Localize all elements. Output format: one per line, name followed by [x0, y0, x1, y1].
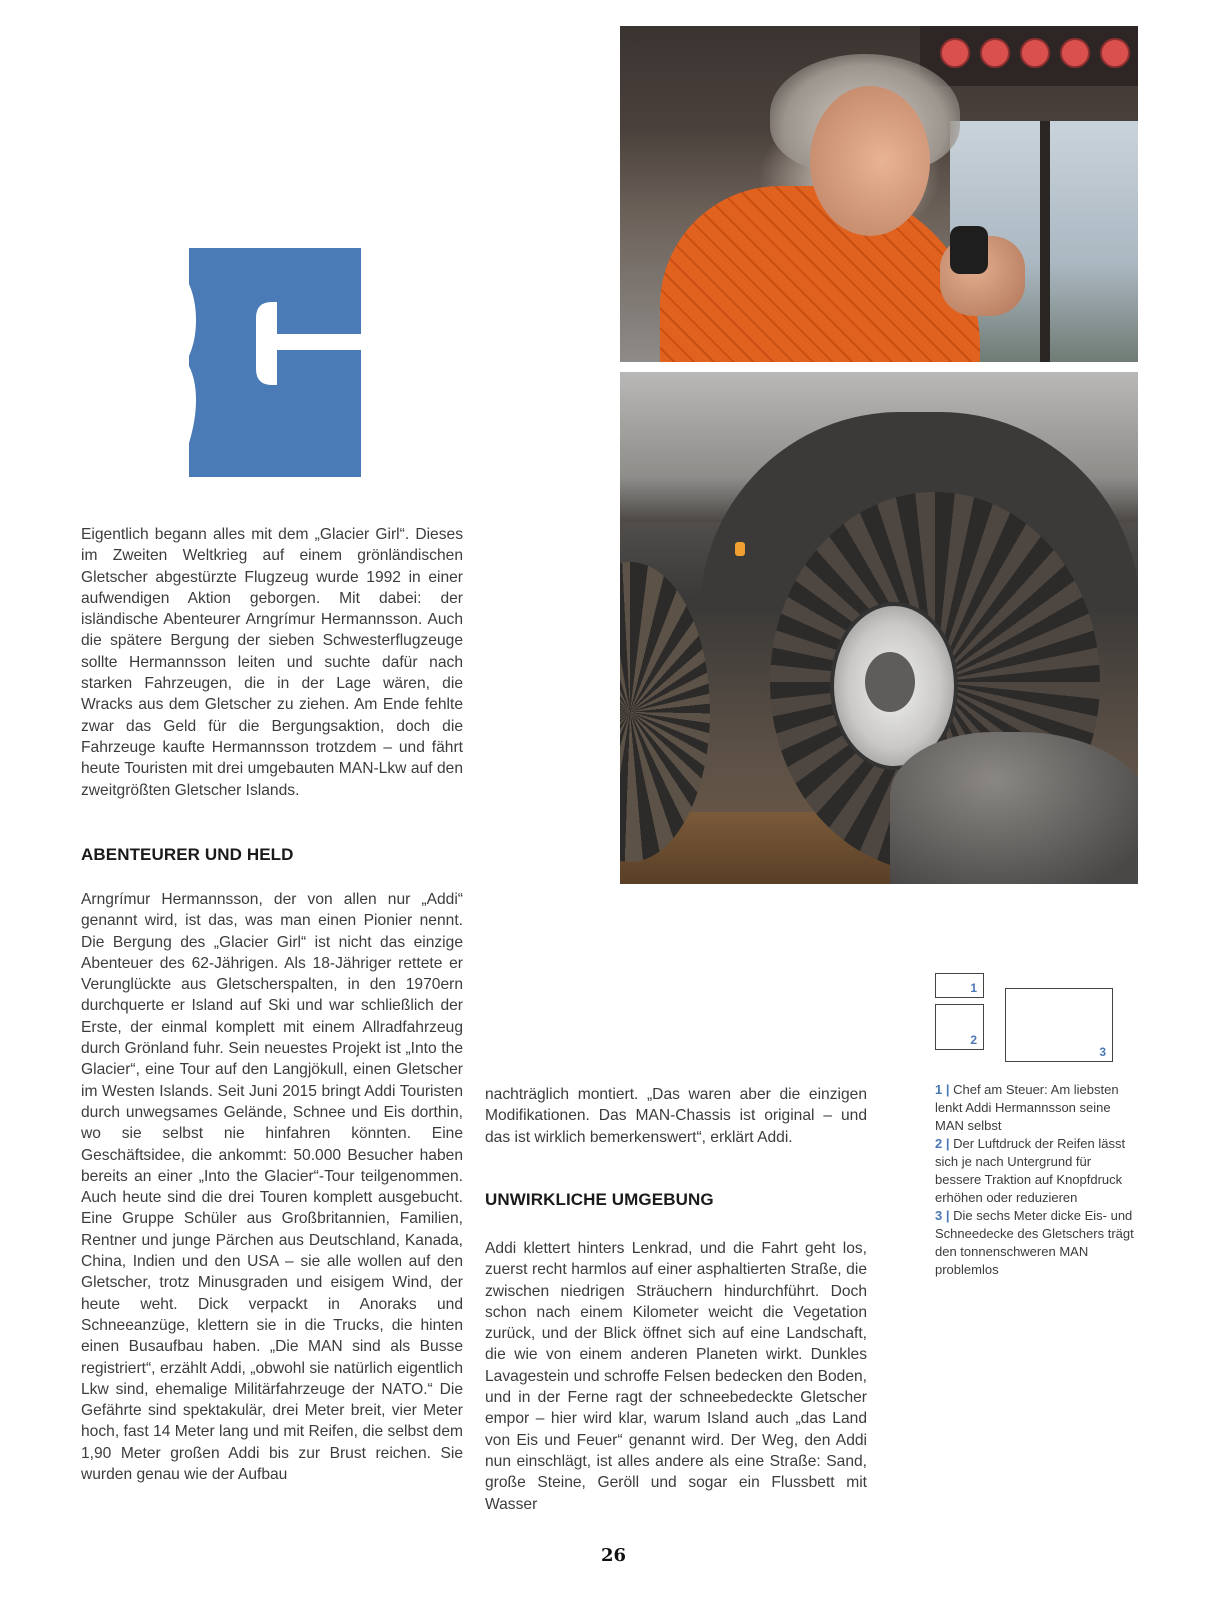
legend-box-1	[935, 973, 984, 998]
legend-number: 2	[970, 1033, 977, 1047]
intro-text: Eigentlich begann alles mit dem „Glacier Girl“. Dieses im Zweiten Weltkrieg auf einem grönländischen Gletscher abgestürzte Flugzeug wurde 1992 in einer aufwendigen Aktion geborgen. Mit dabei: der isländische Abenteurer Arngrímur Hermannsson. Auch die spätere Bergung der sieben Schwesterflugzeuge sollte Hermannsson leiten und suchte dafür nach starken Fahrzeugen, die in der Lage wären, die Wracks aus dem Gletscher zu ziehen. Am Ende fehlte zwar das Geld für die Bergungsaktion, doch die Fahrzeuge kaufte Hermannsson trotzdem – und fährt heute Touristen mit drei umgebauten MAN-Lkw auf den zweitgrößten Gletscher Islands.	[81, 526, 463, 799]
caption-text: Der Luftdruck der Reifen lässt sich je nach Untergrund für bessere Traktion auf Knopfdruck erhöhen oder reduzieren	[935, 1136, 1126, 1205]
section1-column	[81, 889, 463, 1485]
photo-captions	[935, 1081, 1140, 1279]
caption-text: Chef am Steuer: Am liebsten lenkt Addi Hermannsson seine MAN selbst	[935, 1082, 1119, 1133]
caption-3	[935, 1207, 1140, 1279]
caption-2	[935, 1135, 1140, 1207]
intro-paragraph	[81, 524, 463, 801]
heading-abenteurer-und-held: ABENTEURER UND HELD	[81, 845, 294, 864]
legend-box-3	[1005, 988, 1113, 1062]
section1-text: Arngrímur Hermannsson, der von allen nur „Addi“ genannt wird, ist das, was man einen Pionier nennt. Die Bergung des „Glacier Girl“ ist nicht das einzige Abenteuer des 62-Jährigen. Als 18-Jähriger rettete er Verunglückte aus Gletscherspalten, in den 1970ern durchquerte er Island auf Ski und war schließlich der Erste, der einmal komplett mit einem Allradfahrzeug durch Grönland fuhr. Sein neuestes Projekt ist „Into the Glacier“, eine Tour auf den Langjökull, einen Gletscher im Westen Islands. Seit Juni 2015 bringt Addi Touristen durch unwegsames Gelände, Schnee und Eis dorthin, wo sie selbst nie hinfahren könnten. Eine Geschäftsidee, die ankommt: 50.000 Besucher haben bereits an einer „Into the Glacier“-Tour teilgenommen. Auch heute sind die drei Touren komplett ausgebucht. Eine Gruppe Schüler aus Großbritannien, Familien, Rentner und junge Pärchen aus Deutschland, Kanada, China, Indien und den USA – sie alle wollen auf den Gletscher, trotz Minusgraden und eisigem Wind, der heute weht. Dick verpackt in Anoraks und Schneeanzüge, klettern sie in die Trucks, die hinten einen Busaufbau haben. „Die MAN sind als Busse registriert“, erzählt Addi, „obwohl sie natürlich eigentlich Lkw sind, ehemalige Militärfahrzeuge der NATO.“ Die Gefährte sind spektakulär, drei Meter breit, vier Meter hoch, fast 14 Meter lang und mit Reifen, die selbst dem 1,90 Meter großen Addi bis zur Brust reichen. Sie wurden genau wie der Aufbau	[81, 891, 463, 1484]
dropcap-letter	[0, 0, 1227, 500]
marker-light	[735, 542, 745, 556]
caption-number: 2 |	[935, 1136, 950, 1151]
caption-number: 3 |	[935, 1208, 950, 1223]
caption-text: Die sechs Meter dicke Eis- und Schneedecke des Gletschers trägt den tonnenschweren MAN problemlos	[935, 1208, 1134, 1277]
wheel-hub	[865, 652, 915, 712]
caption-1	[935, 1081, 1140, 1135]
caption-number: 1 |	[935, 1082, 950, 1097]
legend-number: 1	[970, 981, 977, 995]
dropcap-shape	[189, 248, 361, 477]
section2-column	[485, 1238, 867, 1515]
section1-continued-text: nachträglich montiert. „Das waren aber die einzigen Modifikationen. Das MAN-Chassis ist original – und das ist wirklich bemerkenswert“, erklärt Addi.	[485, 1086, 867, 1146]
heading-unwirkliche-umgebung: UNWIRKLICHE UMGEBUNG	[485, 1190, 714, 1209]
page-number: 26	[600, 1545, 627, 1566]
section2-text: Addi klettert hinters Lenkrad, und die Fahrt geht los, zuerst recht harmlos auf einer asphaltierten Straße, die zwischen niedrigen Sträuchern hindurchführt. Doch schon nach einem Kilometer weicht die Vegetation zurück, und der Blick öffnet sich auf eine Landschaft, die wie von einem anderen Planeten wirkt. Dunkles Lavagestein und schroffe Felsen bedecken den Boden, und in der Ferne ragt der schneebedeckte Gletscher empor – hier wird klar, warum Island auch „das Land von Eis und Feuer“ genannt wird. Der Weg, den Addi nun einschlägt, ist alles andere als eine Straße: Sand, große Steine, Geröll und sogar ein Flussbett mit Wasser	[485, 1240, 867, 1513]
section1-continued	[485, 1084, 867, 1148]
legend-number: 3	[1099, 1045, 1106, 1059]
legend-box-2	[935, 1004, 984, 1050]
lava-rock	[890, 732, 1138, 884]
